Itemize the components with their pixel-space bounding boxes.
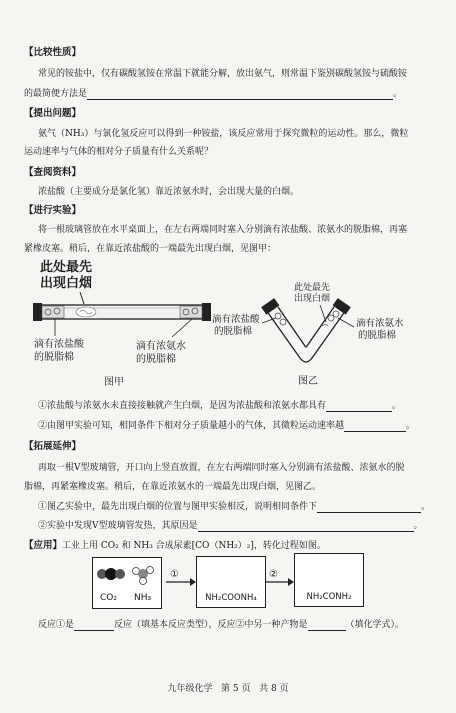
- box2-label: NH₂COONH₄: [205, 593, 257, 603]
- footer-subject: 九年级化学: [167, 684, 213, 694]
- question-line1: 氨气（NH₃）与氯化氢反应可以得到一种铵盐，该反应常用于探究微粒的运动性。那么，微粒: [38, 129, 409, 139]
- figA-callout-line2: 出现白烟: [40, 276, 93, 291]
- extend-line1: 再取一根V型玻璃管，开口向上竖直放置，在左右两端同时塞入分别滴有浓盐酸、浓氨水的脱: [38, 463, 405, 473]
- q1-end: 。: [392, 401, 402, 411]
- figB-right-label-1: 滴有浓氨水: [356, 318, 404, 329]
- compare-line2-text: 的最简便方法是: [24, 89, 88, 99]
- q1-text: ①浓盐酸与浓氨水未直接接触就产生白烟，是因为浓盐酸和浓氨水都具有: [38, 401, 327, 411]
- figB-top-label-1: 此处最先: [294, 283, 331, 293]
- figB-left-label-2: 的脱脂棉: [214, 326, 253, 337]
- experiment-heading: 【进行实验】: [24, 205, 82, 216]
- figB-top-label-2: 出现白烟: [294, 294, 331, 304]
- footer-page-number: 第 5 页: [221, 684, 251, 694]
- box1-label-co2: CO₂: [100, 593, 117, 603]
- extend-line2: 脂棉，再紧塞橡皮塞。稍后，在靠近浓氨水的一端最先出现白烟，见图乙。: [24, 482, 322, 492]
- extend-q1-text: ①图乙实验中，最先出现白烟的位置与图甲实验相反，说明相同条件下: [38, 502, 318, 512]
- apply-q-part2: 反应（填基本反应类型），反应②中另一种产物是: [114, 620, 308, 630]
- answer-blank-reaction-type[interactable]: [74, 620, 114, 631]
- arrow2-label: ②: [269, 569, 278, 580]
- figB-left-label-1: 滴有浓盐酸: [212, 314, 260, 325]
- box1-label-nh3: NH₃: [134, 593, 152, 603]
- apply-q-part1: 反应①是: [38, 620, 75, 630]
- box3-label: NH₂CONH₂: [306, 592, 352, 602]
- compare-heading: 【比较性质】: [24, 47, 82, 58]
- figA-caption: 图甲: [104, 377, 124, 388]
- experiment-line2: 紧橡皮塞。稍后，在靠近浓盐酸的一端最先出现白烟，见图甲：: [24, 244, 277, 254]
- info-heading: 【查阅资料】: [24, 167, 82, 178]
- figA-right-label-2: 的脱脂棉: [136, 354, 176, 365]
- apply-heading: 【应用】: [24, 540, 63, 551]
- footer-total-pages: 共 8 页: [259, 684, 289, 694]
- extend-heading: 【拓展延伸】: [24, 441, 82, 452]
- page-footer: [0, 681, 456, 694]
- extend-q2-end: 。: [413, 521, 423, 531]
- figB-caption: 图乙: [298, 376, 318, 387]
- q2-text: ②由图甲实验可知，相同条件下相对分子质量越小的气体，其微粒运动速率越: [38, 421, 345, 431]
- apply-text: 工业上用 CO₂ 和 NH₃ 合成尿素[CO（NH₂）₂]，转化过程如图。: [62, 541, 326, 551]
- apply-q-part3: （填化学式）。: [345, 620, 405, 630]
- figA-right-label-1: 滴有浓氨水: [136, 341, 186, 352]
- info-line1: 浓盐酸（主要成分是氯化氢）靠近浓氨水时，会出现大量的白烟。: [38, 187, 300, 197]
- q2-end: 。: [406, 421, 416, 431]
- question-line2: 运动速率与气体的相对分子质量有什么关系呢？: [24, 147, 214, 157]
- question-heading: 【提出问题】: [24, 108, 82, 119]
- experiment-line1: 将一根玻璃管放在水平桌面上，在左右两端同时塞入分别滴有浓盐酸、浓氨水的脱脂棉，再塞: [38, 225, 408, 235]
- compare-line2-end: 。: [393, 89, 403, 99]
- compare-line1: 常见的铵盐中，仅有碳酸氢铵在常温下就能分解，放出氨气，则常温下鉴别碳酸氢铵与硫酸铵: [38, 69, 408, 79]
- extend-q1-end: 。: [421, 502, 431, 512]
- arrow1-label: ①: [170, 569, 179, 580]
- extend-q2-text: ②实验中发现V型玻璃管发热，其原因是: [38, 521, 198, 531]
- figA-callout-line1: 此处最先: [40, 260, 93, 275]
- figA-left-label-2: 的脱脂棉: [34, 352, 74, 363]
- figB-right-label-2: 的脱脂棉: [358, 330, 397, 341]
- answer-blank-product[interactable]: [308, 620, 346, 631]
- apply-question-line: [38, 619, 404, 631]
- figA-left-label-1: 滴有浓盐酸: [34, 339, 84, 350]
